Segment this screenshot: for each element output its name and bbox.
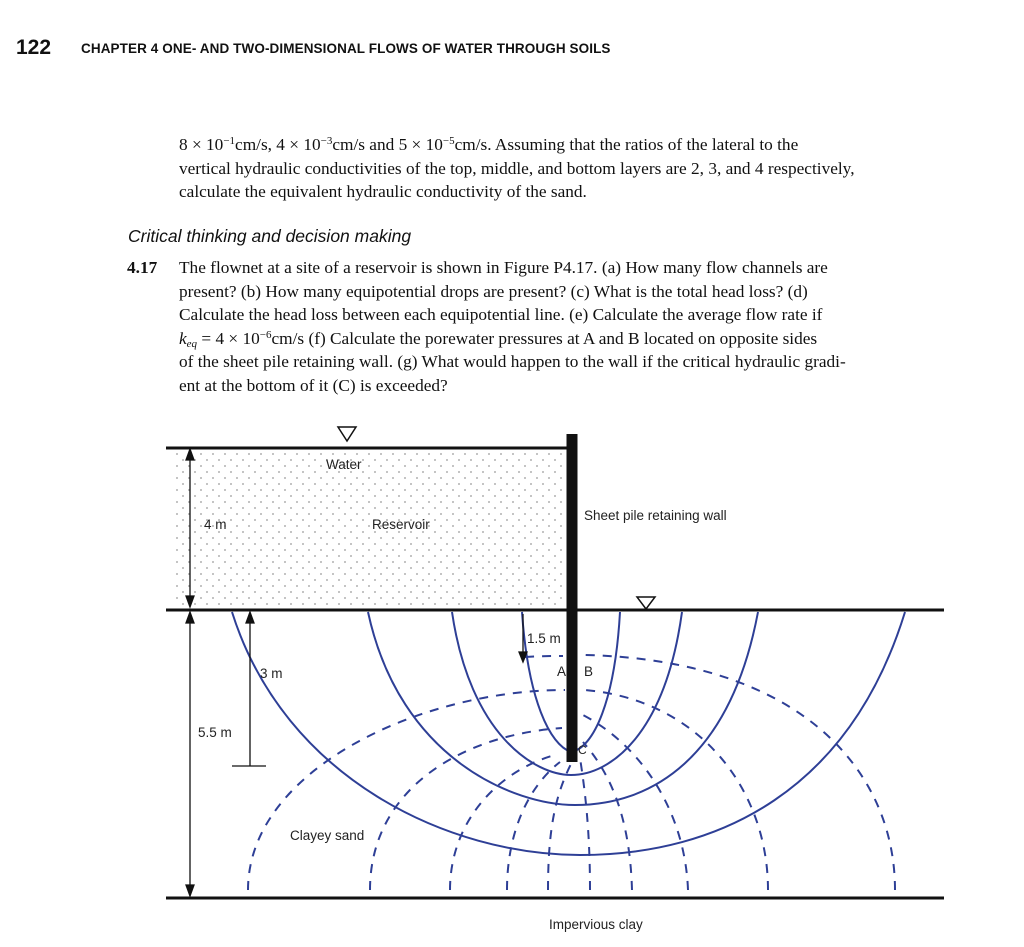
equipotential-5 <box>548 762 572 890</box>
problem-number: 4.17 <box>127 258 158 277</box>
section-heading: Critical thinking and decision making <box>128 226 412 246</box>
equipotential-3 <box>450 755 555 890</box>
problem-line-4: $k_{eq} = 4 \times 10^{-6}cm/s$ (f) Calculate the porewater pressures at A and B located on opposite sides <box>179 328 818 350</box>
problem-line-5: of the sheet pile retaining wall. (g) What would happen to the wall if the critical hydraulic gradi- <box>179 352 846 371</box>
base-label: Impervious clay <box>549 917 643 932</box>
dim-3m <box>232 612 266 766</box>
dim-3m-label: 3 m <box>260 666 283 681</box>
continued-line-1: $8 \times 10^{-1}cm/s$, $4 \times 10^{-3}cm/s$ and $5 \times 10^{-5}cm/s$. Assuming that the ratios of the lateral to the <box>179 135 799 154</box>
wall-label: Sheet pile retaining wall <box>584 508 727 523</box>
chapter-title: CHAPTER 4 ONE- AND TWO-DIMENSIONAL FLOWS OF WATER THROUGH SOILS <box>81 41 611 56</box>
equipotential-11 <box>525 656 563 657</box>
continued-line-3: calculate the equivalent hydraulic conductivity of the sand. <box>179 182 587 201</box>
pile-embed-label: 1.5 m <box>527 631 561 646</box>
continued-line-2: vertical hydraulic conductivities of the top, middle, and bottom layers are 2, 3, and 4 respectively, <box>179 158 855 178</box>
point-b-label: B <box>584 664 594 679</box>
problem-line-2: present? (b) How many equipotential drops are present? (c) What is the total head loss? (d) <box>179 281 808 301</box>
equipotential-10 <box>585 655 895 890</box>
point-c-label: C <box>578 743 587 757</box>
water-level-icon <box>338 427 356 441</box>
reservoir-water <box>172 448 565 610</box>
problem-line-3: Calculate the head loss between each equipotential line. (e) Calculate the average flow rate if <box>179 305 823 324</box>
equipotential-1 <box>248 690 565 890</box>
flow-line-3 <box>368 612 758 805</box>
water-label: Water <box>326 457 362 472</box>
point-a-label: A <box>557 664 567 679</box>
problem-line-1: The flownet at a site of a reservoir is shown in Figure P4.17. (a) How many flow channels are <box>179 258 828 277</box>
equipotential-4 <box>507 762 560 890</box>
dim-5-5m-label: 5.5 m <box>198 725 232 740</box>
equipotential-6 <box>580 758 590 890</box>
soil-label: Clayey sand <box>290 828 365 843</box>
reservoir-depth-label: 4 m <box>204 517 227 532</box>
dim-1-5m <box>519 614 527 662</box>
problem-line-6: ent at the bottom of it (C) is exceeded? <box>179 375 448 395</box>
page-number: 122 <box>16 36 52 59</box>
dim-5-5m <box>186 612 194 896</box>
reservoir-label: Reservoir <box>372 517 430 532</box>
groundwater-level-icon <box>637 597 655 609</box>
